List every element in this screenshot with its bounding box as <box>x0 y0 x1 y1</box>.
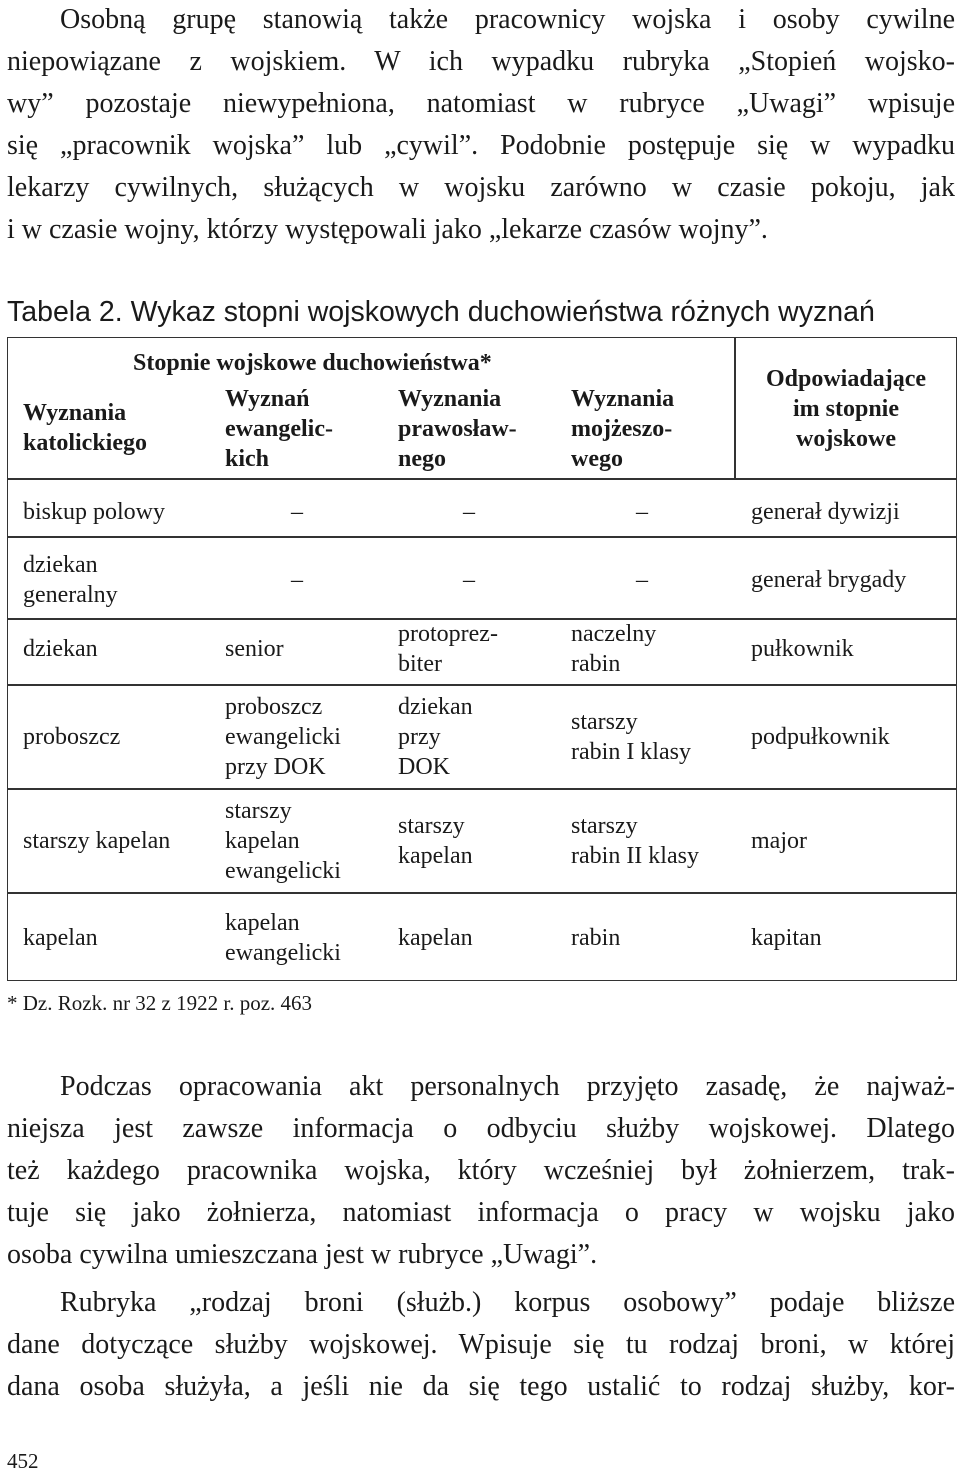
header-line: Wyznania <box>23 400 127 426</box>
header-line: wojskowe <box>796 426 896 452</box>
table-cell <box>571 811 699 871</box>
table-cell <box>23 550 118 610</box>
ranks-table <box>7 337 957 981</box>
table-cell: kapelan <box>23 925 98 951</box>
text-line: tuje się jako żołnierza, natomiast informacja o pracy w wojsku jako <box>7 1197 955 1228</box>
text-line: Rubryka „rodzaj broni (służb.) korpus osobowy” podaje bliższe <box>60 1287 955 1318</box>
cell-line: starszy <box>571 709 638 735</box>
text-line: Podczas opracowania akt personalnych przyjęto zasadę, że najważ- <box>60 1071 955 1102</box>
cell-line: kapelan <box>225 910 300 936</box>
text-line: dane dotyczące służby wojskowej. Wpisuje się tu rodzaj broni, w której <box>7 1329 955 1360</box>
body-paragraph-1 <box>7 1066 955 1276</box>
text-line: dana osoba służyła, a jeśli nie da się tego ustalić to rodzaj służby, kor- <box>7 1371 955 1402</box>
text-line: osoba cywilna umieszczana jest w rubryce „Uwagi”. <box>7 1239 598 1270</box>
table-rule <box>8 684 956 686</box>
header-orthodox <box>398 384 517 474</box>
header-line: prawosław- <box>398 416 517 442</box>
cell-line: biter <box>398 651 442 677</box>
header-line: ewangelic- <box>225 416 333 442</box>
text-line: się „pracownik wojska” lub „cywil”. Podobnie postępuje się w wypadku <box>7 130 955 161</box>
header-evangelical <box>225 384 333 474</box>
cell-line: proboszcz <box>225 694 323 720</box>
table-cell: – <box>463 499 475 525</box>
text-line: niejsza jest zawsze informacja o odbyciu służby wojskowej. Dlatego <box>7 1113 955 1144</box>
table-cell <box>225 692 341 782</box>
cell-line: rabin I klasy <box>571 739 691 765</box>
table-rule <box>8 788 956 790</box>
header-line: wego <box>571 446 623 472</box>
header-line: Odpowiadające <box>765 366 926 392</box>
group-header: Stopnie wojskowe duchowieństwa* <box>133 350 492 376</box>
table-cell <box>398 619 498 679</box>
table-cell <box>398 811 473 871</box>
page-number: 452 <box>7 1449 39 1473</box>
cell-line: starszy <box>225 798 292 824</box>
header-line: Wyznania <box>571 386 675 412</box>
cell-line: przy <box>398 724 441 750</box>
cell-line: dziekan <box>398 694 473 720</box>
table-cell: podpułkownik <box>751 724 890 750</box>
table-cell: dziekan <box>23 636 98 662</box>
table-cell: – <box>636 567 648 593</box>
table-cell: biskup polowy <box>23 499 166 525</box>
table-cell: – <box>291 567 303 593</box>
table-footnote: * Dz. Rozk. nr 32 z 1922 r. poz. 463 <box>7 991 313 1015</box>
header-line: im stopnie <box>792 396 899 422</box>
cell-line: rabin II klasy <box>571 843 699 869</box>
cell-line: kapelan <box>225 828 300 854</box>
header-line: mojżeszo- <box>571 416 673 442</box>
cell-line: starszy <box>398 813 465 839</box>
table-cell: kapelan <box>398 925 473 951</box>
intro-paragraph <box>7 0 955 251</box>
table-cell: generał dywizji <box>751 499 900 525</box>
table-cell: – <box>636 499 648 525</box>
table-rule <box>8 536 956 538</box>
table-cell <box>571 619 656 679</box>
text-line: też każdego pracownika wojska, który wcześniej był żołnierzem, trak- <box>7 1155 955 1186</box>
table-cell <box>225 908 341 968</box>
cell-line: naczelny <box>571 621 657 647</box>
cell-line: starszy <box>571 813 638 839</box>
header-line: katolickiego <box>23 430 147 456</box>
header-jewish <box>571 384 674 474</box>
table-cell: proboszcz <box>23 724 121 750</box>
header-line: kich <box>225 446 270 472</box>
table-cell: – <box>291 499 303 525</box>
cell-line: rabin <box>571 651 621 677</box>
text-line: wy” pozostaje niewypełniona, natomiast w rubryce „Uwagi” wpisuje <box>7 88 955 119</box>
table-cell <box>225 796 341 886</box>
body-paragraph-2 <box>7 1282 955 1408</box>
table-cell <box>398 692 473 782</box>
table-cell: generał brygady <box>751 567 907 593</box>
cell-line: dziekan <box>23 552 98 578</box>
header-line: Wyznań <box>225 386 310 412</box>
table-cell: kapitan <box>751 925 822 951</box>
table-cell <box>571 707 691 767</box>
table-cell: starszy kapelan <box>23 828 171 854</box>
table-cell: major <box>751 828 807 854</box>
table-cell: pułkownik <box>751 636 854 662</box>
table-cell: senior <box>225 636 284 662</box>
header-line: nego <box>398 446 446 472</box>
cell-line: DOK <box>398 754 450 780</box>
cell-line: przy DOK <box>225 754 326 780</box>
cell-line: kapelan <box>398 843 473 869</box>
text-line: Osobną grupę stanowią także pracownicy wojska i osoby cywilne <box>60 4 955 35</box>
cell-line: protoprez- <box>398 621 498 647</box>
table-rule <box>8 478 956 480</box>
header-line: Wyznania <box>398 386 502 412</box>
header-equivalent-ranks <box>736 364 956 454</box>
table-rule <box>8 892 956 894</box>
table-caption: Tabela 2. Wykaz stopni wojskowych duchowieństwa różnych wyznań <box>7 296 875 328</box>
cell-line: generalny <box>23 582 118 608</box>
text-line: niepowiązane z wojskiem. W ich wypadku rubryka „Stopień wojsko- <box>7 46 955 77</box>
text-line: i w czasie wojny, którzy występowali jako „lekarze czasów wojny”. <box>7 214 768 245</box>
cell-line: ewangelicki <box>225 724 341 750</box>
cell-line: ewangelicki <box>225 940 341 966</box>
table-cell: – <box>463 567 475 593</box>
table-cell: rabin <box>571 925 621 951</box>
cell-line: ewangelicki <box>225 858 341 884</box>
header-catholic <box>23 398 147 458</box>
text-line: lekarzy cywilnych, służących w wojsku zarówno w czasie pokoju, jak <box>7 172 955 203</box>
